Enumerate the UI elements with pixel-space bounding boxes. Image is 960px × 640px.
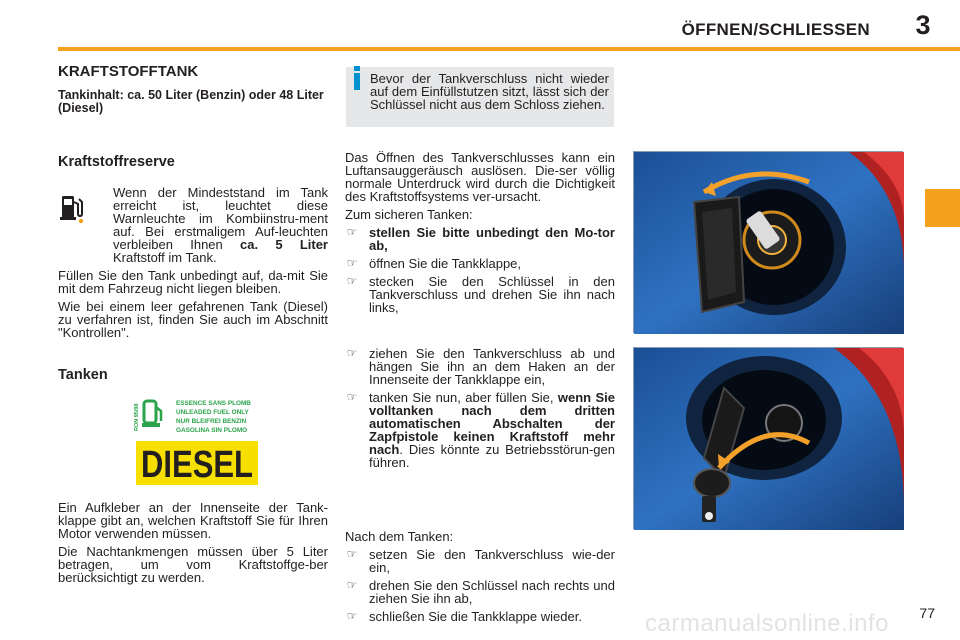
list-item: ☞ schließen Sie die Tankklappe wieder.: [346, 609, 582, 624]
sticker-line-4: GASOLINA SIN PLOMO: [176, 427, 248, 434]
pointing-hand-icon: ☞: [346, 578, 358, 592]
refuel-paragraph-1: Ein Aufkleber an der Innenseite der Tank-klappe gibt an, welchen Kraftstoff Sie für Ihren Motor verwenden müssen.: [58, 500, 328, 541]
chapter-number: 3: [915, 10, 931, 40]
header-rule: [58, 47, 960, 51]
tank-capacity: Tankinhalt: ca. 50 Liter (Benzin) oder 48 Liter (Diesel): [58, 88, 324, 115]
list-item: ☞ setzen Sie den Tankverschluss wie-der ein,: [346, 547, 615, 575]
section-heading-fuel-tank: KRAFTSTOFFTANK: [58, 63, 199, 80]
sticker-line-1: ESSENCE SANS PLOMB: [176, 400, 251, 407]
safe-refuel-heading: Zum sicheren Tanken:: [345, 207, 473, 222]
list-item: ☞ öffnen Sie die Tankklappe,: [346, 256, 522, 271]
pointing-hand-icon: ☞: [346, 346, 358, 360]
chapter-tab[interactable]: [925, 189, 960, 227]
fuel-cap-photo-1: [633, 151, 903, 333]
list-item: ☞ ziehen Sie den Tankverschluss ab und hängen Sie ihn an dem Haken an der Innenseite der Tankklappe ein,: [346, 346, 615, 387]
section-heading-reserve: Kraftstoffreserve: [58, 154, 175, 170]
reserve-paragraph-3: Wie bei einem leer gefahrenen Tank (Diesel) zu verfahren ist, finden Sie auch im Abschnitt "Kontrollen".: [58, 299, 328, 340]
refuel-paragraph-2: Die Nachtankmengen müssen über 5 Liter betragen, um vom Kraftstoffge-ber berücksichtigt zu werden.: [58, 544, 328, 585]
reserve-text-a: Wenn der Mindeststand im Tank erreicht ist, leuchtet diese Warnleuchte im Kombiinstru-ment auf. Bei erstmaligem Auf-leuchten verbleiben Ihnen: [113, 185, 328, 252]
fuel-cap-photo-2: [633, 347, 903, 529]
sticker-diesel-label: DIESEL: [141, 444, 253, 486]
after-refuel-heading: Nach dem Tanken:: [345, 529, 454, 544]
pressure-note: Das Öffnen des Tankverschlusses kann ein Luftansauggeräusch auslösen. Die-ser völlig normale Unterdruck wird durch die Dichtigkeit des Kraftstoffsystems ver-ursacht.: [345, 150, 615, 204]
reserve-text: [58, 186, 328, 344]
pointing-hand-icon: ☞: [346, 547, 358, 561]
info-text: Bevor der Tankverschluss nicht wieder auf dem Einfüllstutzen sitzt, lässt sich der Schlüssel nicht aus dem Schloss ziehen.: [370, 71, 609, 112]
sticker-line-2: UNLEADED FUEL ONLY: [176, 409, 249, 416]
fuel-type-sticker: [130, 395, 262, 487]
pointing-hand-icon: ☞: [346, 225, 358, 239]
pointing-hand-icon: ☞: [346, 256, 358, 270]
list-item: ☞ drehen Sie den Schlüssel nach rechts und ziehen Sie ihn ab,: [346, 578, 615, 606]
list-item: ☞ tanken Sie nun, aber füllen Sie, wenn Sie volltanken nach dem dritten automatischen Abschalten der Zapfpistole keinen Kraftstoff mehr nach. Dies könnte zu Betriebsstörun-gen führen.: [346, 390, 615, 470]
after-refuel-text: [345, 530, 615, 628]
section-heading-refuel: Tanken: [58, 367, 108, 383]
reserve-text-b: Kraftstoff im Tank.: [113, 250, 217, 265]
pointing-hand-icon: ☞: [346, 390, 358, 404]
reserve-paragraph-2: Füllen Sie den Tank unbedingt auf, da-mit Sie mit dem Fahrzeug nicht liegen bleiben.: [58, 268, 328, 296]
procedure-text: [345, 151, 615, 319]
sticker-ron: RON 95/98: [134, 403, 140, 431]
refuel-text: [58, 501, 328, 589]
pointing-hand-icon: ☞: [346, 609, 358, 623]
info-icon: [352, 66, 362, 92]
reserve-text-bold: ca. 5 Liter: [240, 237, 328, 252]
pointing-hand-icon: ☞: [346, 274, 358, 288]
page-title: ÖFFNEN/SCHLIESSEN: [681, 20, 870, 39]
page-number: 77: [919, 605, 935, 621]
sticker-line-3: NUR BLEIFREI BENZIN: [176, 418, 247, 425]
procedure-text-2: [345, 347, 615, 474]
list-item: ☞ stellen Sie bitte unbedingt den Mo-tor ab,: [346, 225, 615, 253]
reserve-paragraph-1: [58, 186, 328, 264]
watermark: carmanualsonline.info: [645, 610, 889, 637]
list-item: ☞ stecken Sie den Schlüssel in den Tankverschluss und drehen Sie ihn nach links,: [346, 274, 615, 315]
